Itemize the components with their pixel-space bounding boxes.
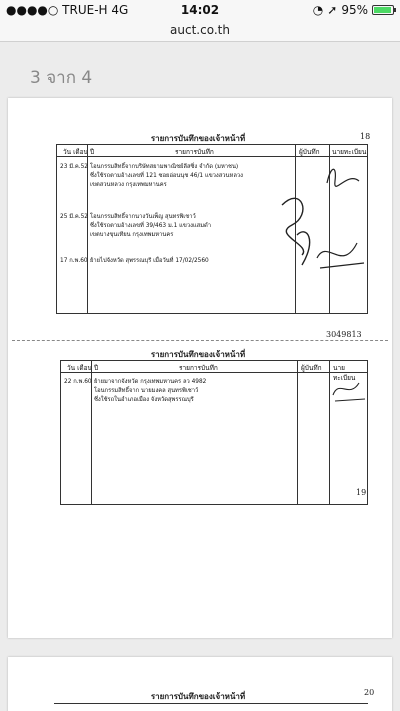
entry-date: 23 มี.ค.52 — [60, 164, 88, 170]
header-recorder: ผู้บันทึก — [299, 148, 320, 156]
header-date: วัน เดือน ปี — [63, 148, 95, 156]
entry-date: 25 มี.ค.52 — [60, 214, 88, 220]
entry-line: โอนกรรมสิทธิ์จากนางวันเพ็ญ สุนทรพิเชาว์ — [90, 214, 196, 220]
stamp-icon — [329, 375, 369, 405]
page-indicator: 3 จาก 4 — [30, 68, 93, 88]
entry-line: โอนกรรมสิทธิ์จาก นายมงคล สุนทรพิเชาว์ — [94, 388, 199, 394]
entry-line: ซึ่งใช้รถในอำเภอเมือง จังหวัดสุพรรณบุรี — [94, 397, 194, 403]
upper-table-header — [57, 145, 367, 157]
header-registrar: นายทะเบียน — [333, 364, 356, 382]
entry-line: โอนกรรมสิทธิ์จากบริษัทสยามพาณิชย์ลีสซิ่ง จำกัด (มหาชน) — [90, 164, 239, 170]
perforation-line — [12, 340, 388, 341]
lower-title: รายการบันทึกของเจ้าหน้าที่ — [150, 349, 246, 359]
entry-line: เขตบางขุนเทียน กรุงเทพมหานคร — [90, 232, 174, 238]
header-date: วัน เดือน ปี — [67, 364, 99, 372]
entry-line: ย้ายมาจากจังหวัด กรุงเทพมหานคร ลว 4982 — [94, 379, 207, 385]
next-page-number: 20 — [364, 688, 375, 697]
upper-record-table — [56, 144, 368, 314]
table-top-line — [54, 703, 368, 704]
next-document-page — [8, 657, 392, 711]
battery-percent: 95% — [341, 3, 368, 17]
entry-date: 17 ก.พ.60 — [60, 258, 88, 264]
header-recorder: ผู้บันทึก — [301, 364, 322, 372]
serial-number: 3049813 — [326, 330, 362, 339]
entry-date: 22 ก.พ.60 — [64, 379, 92, 385]
clock: 14:02 — [180, 3, 220, 17]
address-bar[interactable] — [0, 22, 400, 42]
status-right — [313, 3, 394, 17]
battery-icon — [372, 5, 394, 15]
location-icon: ➚ — [327, 3, 338, 17]
upper-title: รายการบันทึกของเจ้าหน้าที่ — [150, 133, 246, 143]
header-registrar: นายทะเบียน — [332, 148, 367, 156]
header-record: รายการบันทึก — [175, 148, 214, 156]
entry-line: ซึ่งใช้รถตามอ้างเลขที่ 39/463 ม.1 แขวงแสมดำ — [90, 223, 212, 229]
url-text[interactable]: auct.co.th — [170, 23, 230, 37]
carrier-signal: ●●●●○ TRUE-H 4G — [6, 3, 129, 17]
status-bar — [0, 0, 400, 22]
header-record: รายการบันทึก — [179, 364, 218, 372]
entry-line: ย้ายไปจังหวัด สุพรรณบุรี เมื่อวันที่ 17/02/2560 — [90, 258, 209, 264]
document-page — [8, 98, 392, 638]
entry-line: เขตสวนหลวง กรุงเทพมหานคร — [90, 182, 167, 188]
stamp-icon — [312, 233, 372, 283]
lower-page-number: 19 — [356, 488, 367, 497]
upper-page-number: 18 — [360, 132, 371, 141]
entry-line: ซึ่งใช้รถตามอ้างเลขที่ 121 ซอยอ่อนนุช 46/1 แขวงสวนหลวง — [90, 173, 243, 179]
next-title: รายการบันทึกของเจ้าหน้าที่ — [150, 691, 246, 701]
lower-record-table — [60, 360, 368, 505]
lock-rotation-icon: ◔ — [312, 3, 324, 17]
